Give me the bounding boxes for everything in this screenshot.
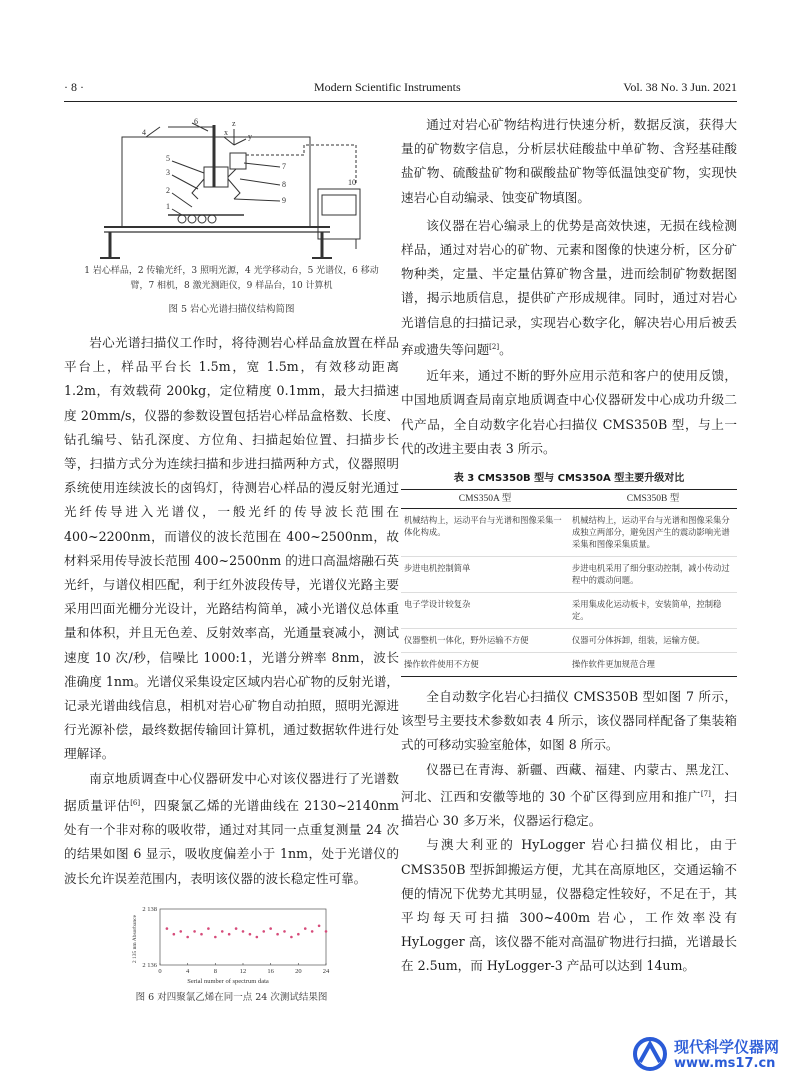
x-tick-label: 4 (186, 967, 190, 975)
fig5-label: 4 (142, 128, 146, 137)
data-point (166, 927, 169, 930)
data-point (318, 924, 321, 927)
citation: [6] (130, 798, 141, 807)
citation: [7] (700, 789, 711, 798)
page-number: · 8 · (64, 80, 84, 94)
table-row (401, 557, 737, 593)
table-row (401, 509, 737, 557)
table-3-caption: 表 3 CMS350B 型与 CMS350A 型主要升级对比 (453, 473, 685, 485)
figure-5 (64, 115, 399, 315)
table-header: CMS350B 型 (569, 490, 737, 509)
data-point (311, 930, 314, 933)
fig5-label: 7 (282, 162, 286, 171)
fig5-label: y (248, 132, 252, 141)
data-point (262, 930, 265, 933)
fig5-label: z (232, 119, 236, 128)
data-point (256, 936, 259, 939)
paragraph-text: 仪器已在青海、新疆、西藏、福建、内蒙古、黑龙江、河北、江西和安徽等地的 30 个矿区得到应用和推广 (401, 761, 737, 805)
data-point (304, 927, 307, 930)
site-name: 现代科学仪器网 (674, 1038, 780, 1056)
x-tick-label: 24 (322, 967, 330, 975)
fig5-label: 5 (166, 154, 170, 163)
fig5-label: x (224, 128, 228, 137)
x-tick-label: 8 (213, 967, 217, 975)
table-cell: 步进电机采用了细分驱动控制，减小传动过程中的震动问题。 (569, 557, 737, 593)
paragraph (401, 214, 737, 362)
data-point (186, 936, 189, 939)
data-point (173, 933, 176, 936)
paragraph: 通过对岩心矿物结构进行快速分析，数据反演，获得大量的矿物数字信息，分析层状硅酸盐中单矿物、含羟基硅酸盐矿物、硫酸盐矿物和碳酸盐矿物等低温蚀变矿物，实现快速岩心自动编录、蚀变矿物填图。 (401, 117, 737, 205)
data-point (249, 933, 252, 936)
table-header: CMS350A 型 (401, 490, 569, 509)
table-cell: 采用集成化运动板卡，安装简单，控制稳定。 (569, 593, 737, 629)
table-cell: 操作软件使用不方便 (401, 653, 569, 677)
data-point (221, 930, 224, 933)
fig5-label: 10 (348, 178, 356, 187)
x-tick-label: 20 (295, 967, 302, 975)
table-cell: 步进电机控制简单 (401, 557, 569, 593)
site-url: www.ms17.cn (674, 1056, 776, 1071)
data-point (297, 933, 300, 936)
data-point (228, 933, 231, 936)
table-cell: 仪器可分体拆卸，组装，运输方便。 (569, 629, 737, 653)
data-point (283, 930, 286, 933)
paragraph (401, 758, 737, 834)
x-axis-label: Serial number of spectrum data (187, 977, 269, 985)
figure-5-caption: 图 5 岩心光谱扫描仪结构简图 (168, 304, 295, 315)
data-point (235, 927, 238, 930)
y-axis-label: 2 135 nm Absorbance (132, 914, 138, 963)
x-tick-label: 12 (239, 967, 247, 975)
figure-5-diagram (64, 115, 399, 260)
y-tick-label: 2 136 (142, 961, 157, 969)
data-point (179, 930, 182, 933)
site-logo-icon (630, 1034, 670, 1074)
table-cell: 机械结构上，运动平台与光谱和图像采集分成独立两部分，避免因产生的震动影响光谱采集和图像采集质量。 (569, 509, 737, 557)
y-tick-label: 2 138 (142, 905, 157, 913)
plot-frame (160, 909, 326, 965)
paragraph-text: ，四聚氯乙烯的光谱曲线在 2130~2140nm 处有一个非对称的吸收带，通过对其同一点重复测量 24 次的结果如图 6 显示，吸收度偏差小于 1nm，处于光谱仪的波长允许误差范围内，表明该仪器的波长稳定性可靠。 (64, 798, 399, 886)
right-column (401, 115, 737, 979)
paragraph-text: 。 (499, 342, 512, 358)
table-cell: 机械结构上，运动平台与光谱和图像采集一体化构成。 (401, 509, 569, 557)
data-point (193, 930, 196, 933)
table-cell: 电子学设计较复杂 (401, 593, 569, 629)
issue-info: Vol. 38 No. 3 Jun. 2021 (623, 80, 737, 94)
fig5-label: 3 (166, 168, 170, 177)
table-row (401, 593, 737, 629)
data-point (214, 936, 217, 939)
table-row (401, 653, 737, 677)
data-point (207, 927, 210, 930)
figure-6-caption: 图 6 对四聚氯乙烯在同一点 24 次测试结果图 (135, 991, 328, 1003)
table-cell: 仪器整机一体化，野外运输不方便 (401, 629, 569, 653)
paragraph: 近年来，通过不断的野外应用示范和客户的使用反馈，中国地质调查局南京地质调查中心仪器研发中心成功升级二代产品，全自动数字化岩心扫描仪 CMS350B 型，与上一代的改进主要由表 3 所示。 (401, 368, 737, 456)
x-tick-label: 0 (158, 967, 162, 975)
fig5-label: 1 (166, 202, 170, 211)
legend-line: 1 岩心样品，2 传输光纤，3 照明光源，4 光学移动台，5 光谱仪，6 移动 (84, 266, 379, 276)
journal-name: Modern Scientific Instruments (314, 80, 461, 94)
data-point (325, 930, 328, 933)
table-cell: 操作软件更加规范合理 (569, 653, 737, 677)
site-watermark[interactable] (630, 1034, 790, 1074)
figure-6-chart (64, 903, 399, 985)
paragraph-text: 南京地质调查中心仪器研发中心对该仪器进行了光谱数据质量评估 (64, 770, 399, 814)
paragraph-text: ，扫描岩心 30 多万米，仪器运行稳定。 (401, 789, 737, 829)
citation: [2] (489, 342, 500, 351)
figure-5-legend (64, 264, 399, 294)
fig5-label: 2 (166, 186, 170, 195)
fig5-label: 6 (194, 117, 198, 126)
table-row (401, 629, 737, 653)
table-3 (401, 489, 737, 677)
left-column (64, 115, 399, 1003)
x-tick-label: 16 (267, 967, 274, 975)
paragraph: 岩心光谱扫描仪工作时，将待测岩心样品盒放置在样品平台上，样品平台长 1.5m，宽 1.5m，有效移动距离 1.2m，有效载荷 200kg，定位精度 0.1mm，最大扫描速度 20mm/s，仪器的参数设置包括岩心样品盒格数、长度、钻孔编号、钻孔深度、方位角、扫描起始位置、扫描步长等，扫描方式分为连续扫描和步进扫描两种方式，仪器照明系统使用连续波长的卤钨灯，待测岩心样品的漫反射光通过光纤传导进入光谱仪，一般光纤的传导波长范围在 400~2200nm，而谱仪的波长范围在 400~2500nm，故材料采用传导波长范围 400~2500nm 的进口高温熔融石英光纤，与谱仪相匹配，利于红外波段传导，光谱仪光路主要采用凹面光栅分光设计，光路结构简单，减小光谱仪总体重量和体积，并且无色差、反射效率高，光通量衰减小，测试速度 10 次/秒，信噪比 1000:1，光谱分辨率 8nm，波长准确度 1nm。光谱仪采集设定区域内岩心矿物的反射光谱，记录光谱曲线信息，相机对岩心矿物自动拍照，照明光源进行光源补偿，最终数据传输回计算机，通过数据软件进行处理解译。 (64, 335, 399, 762)
data-point (200, 933, 203, 936)
fig5-label: 8 (282, 180, 286, 189)
fig5-label: 9 (282, 196, 286, 205)
paragraph-text: 该仪器在岩心编录上的优势是高效快速，无损在线检测样品，通过对岩心的矿物、元素和图像的快速分析，区分矿物种类，定量、半定量估算矿物含量，进而绘制矿物数据图谱，揭示地质信息，提供矿产形成规律。同时，通过对岩心光谱信息的扫描记录，实现岩心数字化，解决岩心用后被丢弃或遗失等问题 (401, 217, 737, 358)
data-point (290, 936, 293, 939)
data-point (276, 933, 279, 936)
figure-6 (64, 903, 399, 1003)
running-header (64, 80, 737, 98)
data-point (269, 927, 272, 930)
data-point (242, 930, 245, 933)
paragraph: 与澳大利亚的 HyLogger 岩心扫描仪相比，由于 CMS350B 型拆卸搬运方便，尤其在高原地区，交通运输不便的情况下优势尤其明显，仪器稳定性较好，不足在于，其平均每天可扫描 300~400m 岩心，工作效率没有 HyLogger 高，该仪器不能对高温矿物进行扫描，光谱最长在 2.5um，而 HyLogger-3 产品可以达到 14um。 (401, 837, 737, 974)
header-rule (64, 101, 737, 102)
legend-line: 臂，7 相机，8 激光测距仪，9 样品台，10 计算机 (130, 281, 333, 291)
paragraph: 全自动数字化岩心扫描仪 CMS350B 型如图 7 所示，该型号主要技术参数如表 4 所示，该仪器同样配备了集装箱式的可移动实验室舱体，如图 8 所示。 (401, 689, 737, 753)
paragraph (64, 767, 399, 891)
